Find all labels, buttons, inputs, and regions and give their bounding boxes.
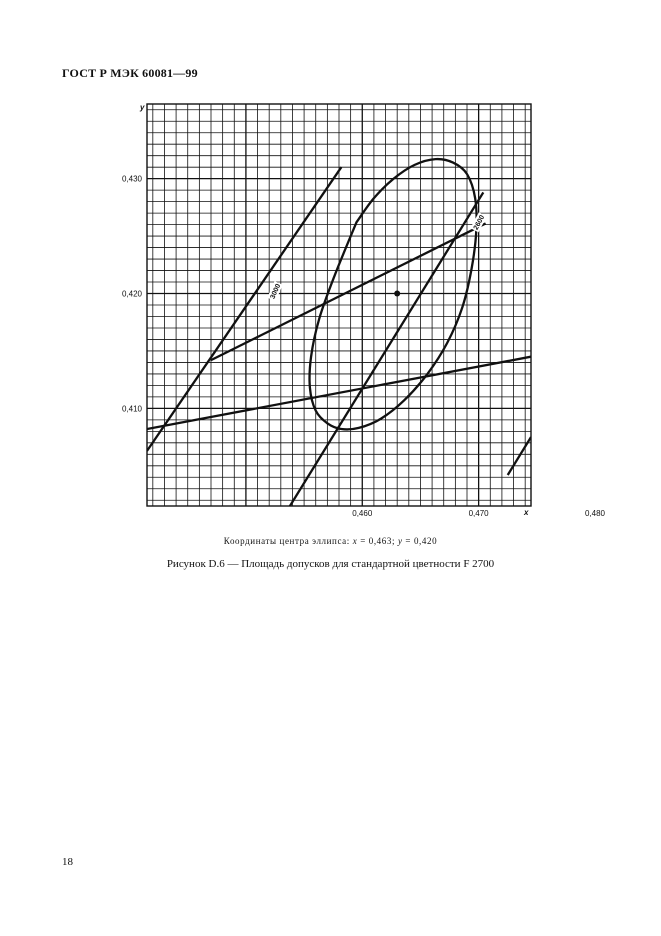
x-tick-label: 0,460 [352, 509, 373, 518]
chart-grid [147, 104, 531, 506]
figure-title: Рисунок D.6 — Площадь допусков для стандартной цветности F 2700 [166, 558, 495, 570]
y-tick-label: 0,410 [121, 404, 142, 414]
chart-labels [122, 175, 606, 518]
coords-x-value: = 0,463; [360, 536, 396, 546]
document-header: ГОСТ Р МЭК 60081—99 [62, 66, 198, 80]
curve-label: 2600 [472, 214, 487, 232]
page-number: 18 [62, 856, 73, 868]
x-tick-label: 0,470 [468, 509, 489, 518]
coords-prefix: Координаты центра эллипса: [223, 536, 350, 546]
tolerance-ellipse [310, 159, 477, 429]
coords-y-value: = 0,420 [405, 536, 438, 546]
x-axis-label: x [524, 508, 529, 517]
coords-y-label: y [397, 536, 403, 546]
ellipse-center-caption [0, 536, 661, 546]
y-tick-label: 0,420 [121, 289, 142, 299]
x-tick-label: 0,480 [584, 509, 606, 518]
coords-x-label: x [352, 536, 358, 546]
ellipse-center-point [394, 291, 400, 297]
y-axis-label: y [140, 103, 145, 112]
y-tick-label: 0,430 [121, 174, 142, 184]
curve-label: 3000 [269, 283, 283, 301]
